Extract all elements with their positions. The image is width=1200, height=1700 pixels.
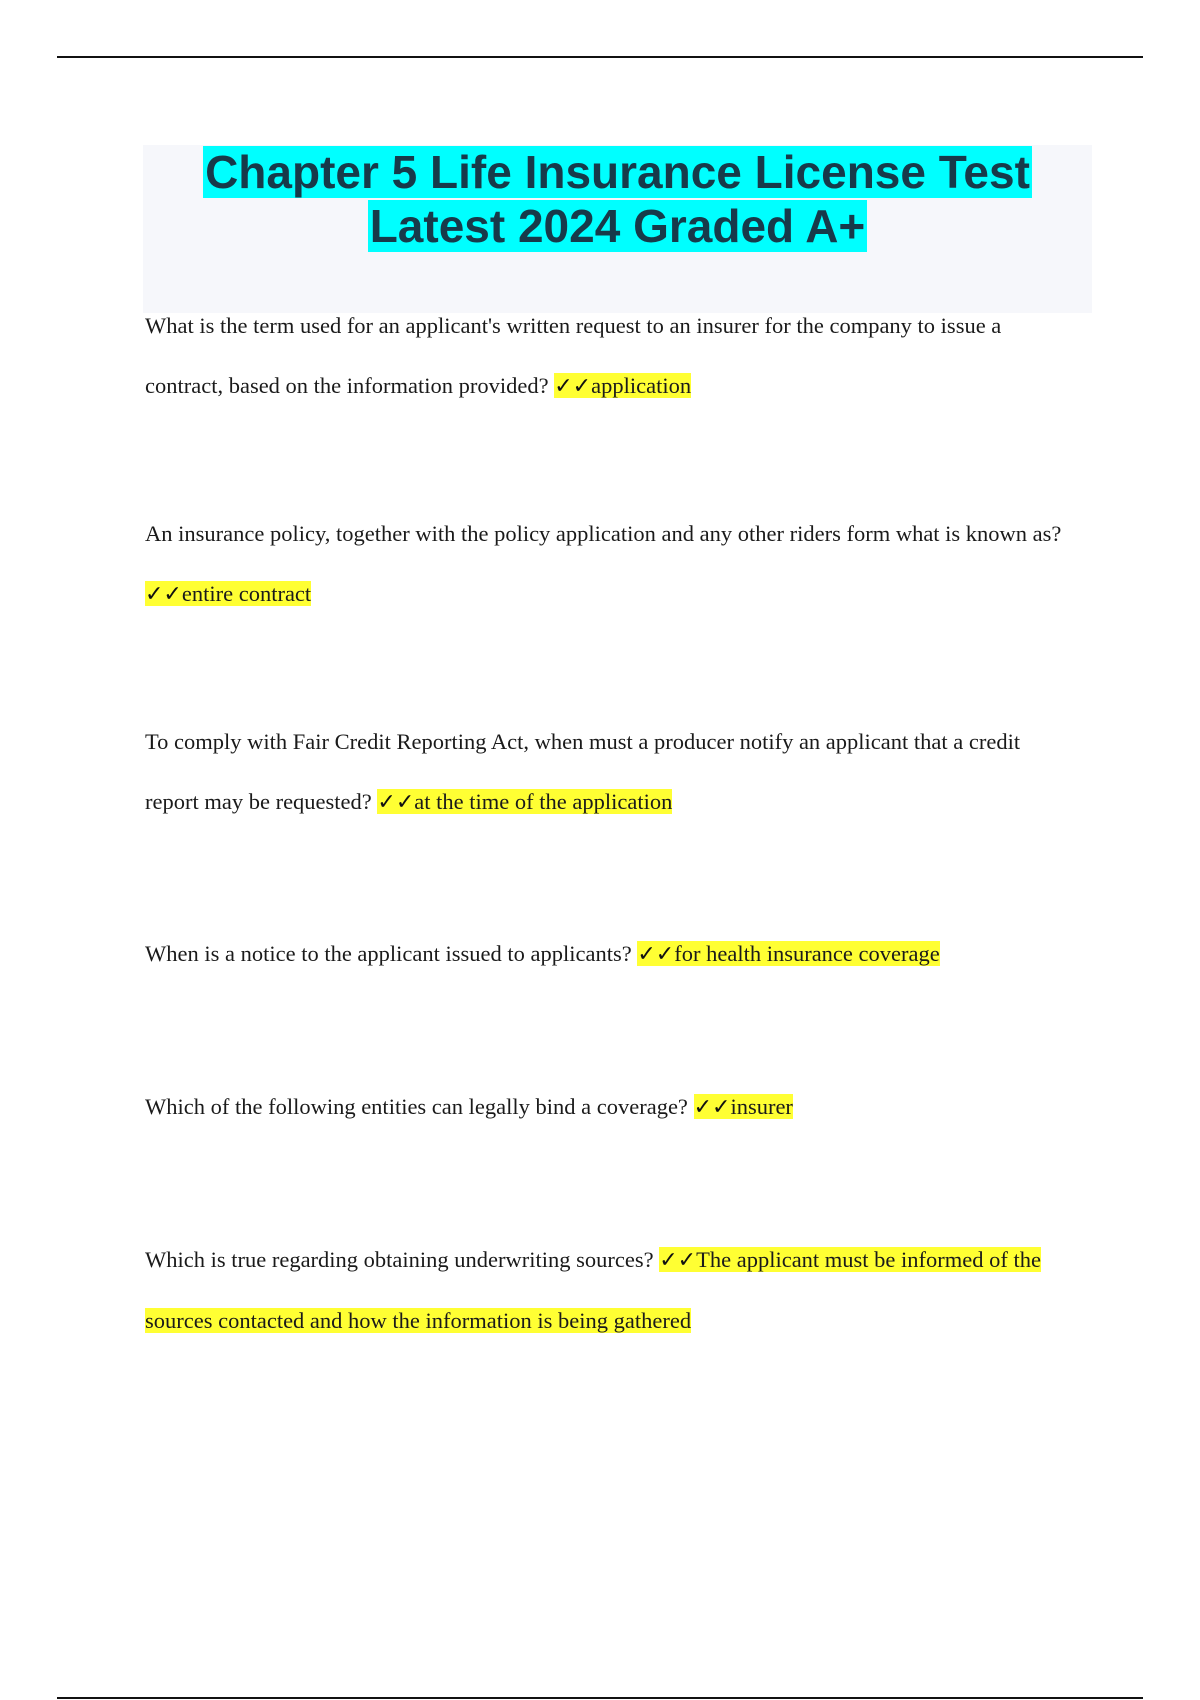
question-text: An insurance policy, together with the policy application and any other riders form what is known as?	[145, 521, 1062, 546]
answer-text: The applicant must be informed of the sources contacted and how the information is being gathered	[145, 1247, 1042, 1333]
answer-highlight	[694, 1094, 793, 1119]
double-check-icon: ✓✓	[659, 1248, 697, 1273]
answer-text: application	[591, 373, 692, 398]
double-check-icon: ✓✓	[637, 942, 675, 967]
qa-item-1	[145, 296, 1075, 417]
double-check-icon: ✓✓	[377, 790, 415, 815]
top-rule	[57, 56, 1143, 58]
title-block	[143, 145, 1092, 313]
double-check-icon: ✓✓	[145, 582, 182, 607]
qa-item-2	[145, 504, 1075, 625]
double-check-icon: ✓✓	[554, 374, 592, 399]
question-text: To comply with Fair Credit Reporting Act, when must a producer notify an applicant that a credit report may be requested?	[145, 729, 1021, 814]
answer-text: entire contract	[181, 581, 312, 606]
title-line-1: Chapter 5 Life Insurance License Test	[205, 146, 1030, 198]
qa-item-3	[145, 712, 1075, 833]
document-title	[143, 145, 1092, 253]
question-text: What is the term used for an applicant's written request to an insurer for the company to issue a contract, based on the information provided?	[145, 313, 1002, 398]
bottom-rule	[57, 1697, 1143, 1699]
answer-highlight	[637, 941, 939, 966]
title-line-2: Latest 2024 Graded A+	[369, 200, 866, 252]
answer-text: insurer	[730, 1094, 793, 1119]
qa-item-5	[145, 1077, 1075, 1138]
answer-highlight	[145, 581, 311, 606]
qa-item-6	[145, 1230, 1075, 1351]
question-text: Which is true regarding obtaining underwriting sources?	[145, 1247, 654, 1272]
question-text: Which of the following entities can legally bind a coverage?	[145, 1094, 688, 1119]
double-check-icon: ✓✓	[693, 1095, 731, 1120]
question-text: When is a notice to the applicant issued to applicants?	[145, 941, 632, 966]
answer-text: for health insurance coverage	[674, 941, 940, 966]
answer-highlight	[554, 373, 691, 398]
answer-text: at the time of the application	[414, 789, 673, 814]
answer-highlight	[377, 789, 672, 814]
qa-item-4	[145, 924, 1075, 985]
